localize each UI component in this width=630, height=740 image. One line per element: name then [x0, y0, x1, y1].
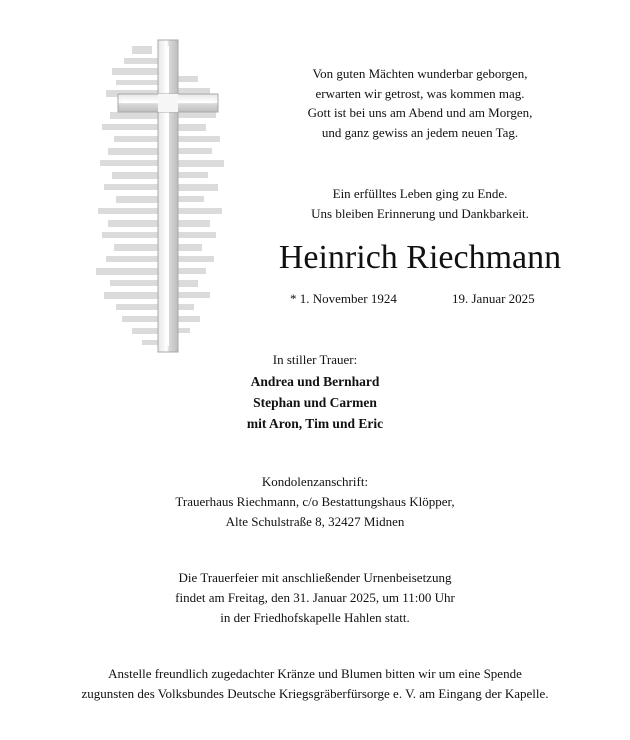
mourners-section — [150, 349, 480, 434]
poem-line: Von guten Mächten wunderbar geborgen, — [312, 66, 528, 81]
mourner-line: Andrea und Bernhard — [250, 374, 380, 389]
closing-text — [250, 184, 590, 223]
service-line: Die Trauerfeier mit anschließender Urnenbeisetzung — [178, 570, 452, 585]
donation-request — [20, 664, 610, 704]
closing-line: Uns bleiben Erinnerung und Dankbarkeit. — [311, 205, 529, 221]
condolence-line: Trauerhaus Riechmann, c/o Bestattungshaus Klöpper, — [175, 494, 455, 509]
deceased-name: Heinrich Riechmann — [278, 239, 562, 276]
condolence-address — [110, 472, 520, 532]
donation-line: zugunsten des Volksbundes Deutsche Kriegsgräberfürsorge e. V. am Eingang der Kapelle. — [81, 686, 549, 701]
cross-icon — [92, 36, 232, 358]
mourner-line: Stephan und Carmen — [253, 395, 377, 410]
birth-date: * 1. November 1924 — [290, 291, 397, 306]
condolence-line: Alte Schulstraße 8, 32427 Midnen — [225, 514, 405, 529]
donation-line: Anstelle freundlich zugedachter Kränze und Blumen bitten wir um eine Spende — [108, 666, 522, 681]
poem-line: erwarten wir getrost, was kommen mag. — [315, 85, 525, 101]
service-line: in der Friedhofskapelle Hahlen statt. — [220, 610, 410, 625]
mourning-intro: In stiller Trauer: — [272, 352, 358, 367]
death-date: 19. Januar 2025 — [452, 291, 535, 306]
mourner-line: mit Aron, Tim und Eric — [246, 416, 384, 431]
service-info — [110, 568, 520, 628]
poem-line: Gott ist bei uns am Abend und am Morgen, — [307, 105, 533, 120]
closing-line: Ein erfülltes Leben ging zu Ende. — [332, 186, 508, 201]
service-line: findet am Freitag, den 31. Januar 2025, um 11:00 Uhr — [175, 590, 455, 605]
poem — [250, 64, 590, 142]
poem-line: und ganz gewiss an jedem neuen Tag. — [321, 124, 519, 140]
condolence-line: Kondolenzanschrift: — [261, 474, 369, 489]
